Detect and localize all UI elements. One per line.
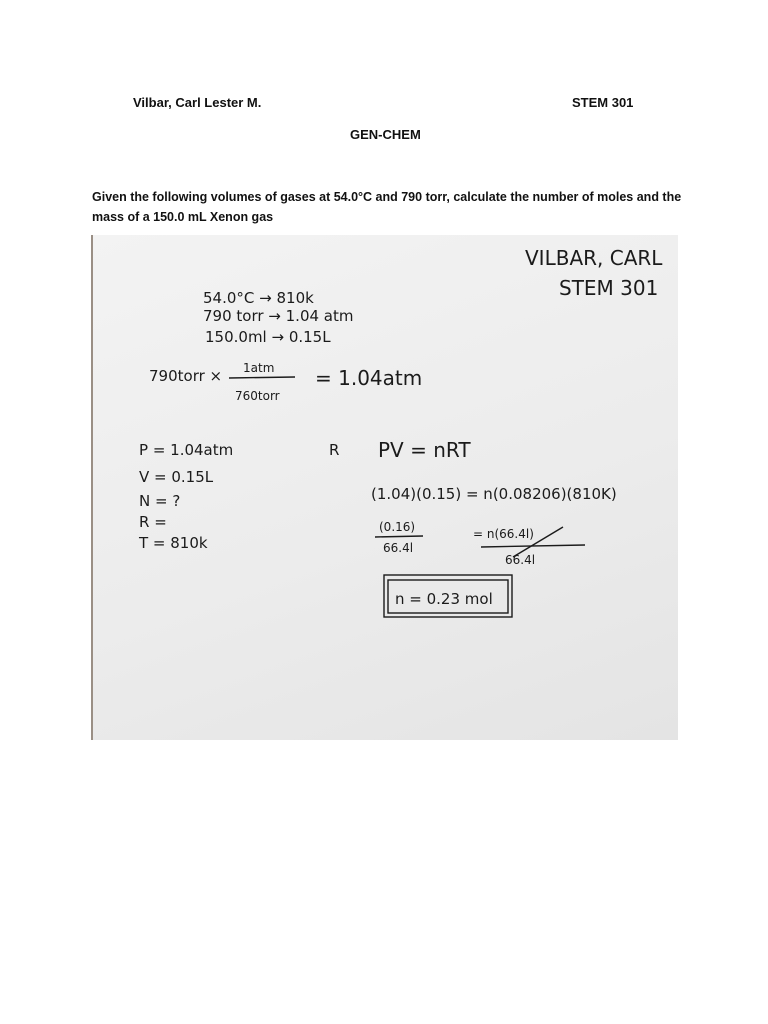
hw-conv-pressure: 790 torr → 1.04 atm xyxy=(203,307,354,325)
hw-frac-left-den: 66.4l xyxy=(383,541,414,555)
hw-conv-temp: 54.0°C → 810k xyxy=(203,289,314,307)
handwritten-solution-photo xyxy=(91,235,678,740)
student-name: Vilbar, Carl Lester M. xyxy=(133,95,262,110)
hw-given-p: P = 1.04atm xyxy=(139,441,234,459)
hw-conv-numerator: 1atm xyxy=(243,361,275,375)
hw-formula: PV = nRT xyxy=(378,438,471,462)
hw-frac-left-num: (0.16) xyxy=(379,520,416,534)
hw-conv-volume: 150.0ml → 0.15L xyxy=(205,328,331,346)
hw-frac-left-bar xyxy=(375,536,423,537)
hw-substitution: (1.04)(0.15) = n(0.08206)(810K) xyxy=(371,485,617,503)
hw-fraction-bar xyxy=(229,377,295,378)
hw-given-v: V = 0.15L xyxy=(139,468,214,486)
question-text: Given the following volumes of gases at 54.0°C and 790 torr, calculate the number of moles and the mass of a 150.0 mL Xenon gas xyxy=(92,190,682,224)
handwriting-canvas xyxy=(93,235,678,740)
hw-name-tag: VILBAR, CARL xyxy=(525,246,663,270)
hw-frac-right-den: 66.4l xyxy=(505,553,536,567)
hw-given-t: T = 810k xyxy=(139,534,208,552)
hw-conv-lhs: 790torr × xyxy=(149,367,223,385)
hw-given-n: N = ? xyxy=(139,492,181,510)
hw-section-tag: STEM 301 xyxy=(559,276,659,300)
hw-given-r: R = xyxy=(139,513,167,531)
hw-conv-result: = 1.04atm xyxy=(315,366,423,390)
hw-answer: n = 0.23 mol xyxy=(395,590,493,608)
subject-title: GEN-CHEM xyxy=(350,127,421,142)
hw-frac-right-num: = n(66.4l) xyxy=(473,527,534,541)
student-section: STEM 301 xyxy=(572,95,634,110)
hw-r-label: R xyxy=(329,441,340,459)
hw-conv-denominator: 760torr xyxy=(235,389,280,403)
